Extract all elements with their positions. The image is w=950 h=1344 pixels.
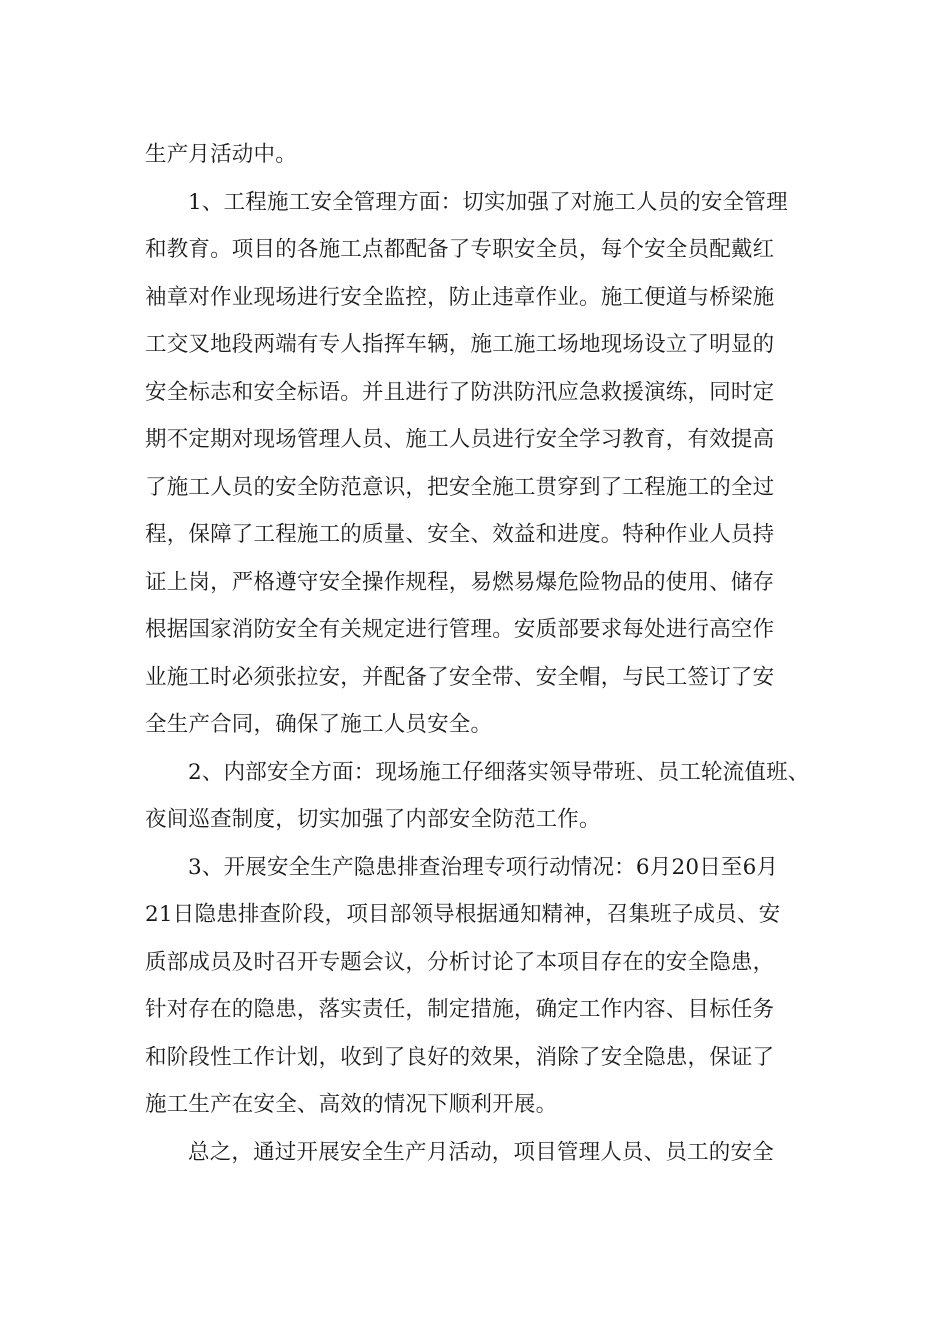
text-line: 夜间巡查制度，切实加强了内部安全防范工作。 (145, 807, 601, 832)
text-line: 质部成员及时召开专题会议，分析讨论了本项目存在的安全隐患， (145, 949, 775, 975)
text-line: 21日隐患排查阶段，项目部领导根据通知精神，召集班子成员、安 (145, 902, 781, 927)
text-line: 根据国家消防安全有关规定进行管理。安质部要求每处进行高空作 (145, 617, 775, 642)
text-line: 工交叉地段两端有专人指挥车辆，施工施工场地现场设立了明显的 (145, 332, 775, 357)
text-line: 程，保障了工程施工的质量、安全、效益和进度。特种作业人员持 (145, 522, 775, 547)
text-line: 生产月活动中。 (145, 142, 297, 167)
text-line: 和阶段性工作计划，收到了良好的效果，消除了安全隐患，保证了 (145, 1044, 775, 1070)
document-body (145, 131, 810, 1176)
text-line: 和教育。项目的各施工点都配备了专职安全员，每个安全员配戴红 (145, 237, 775, 262)
text-line: 期不定期对现场管理人员、施工人员进行安全学习教育，有效提高 (145, 427, 775, 452)
text-line: 安全标志和安全标语。并且进行了防洪防汛应急救援演练，同时定 (145, 379, 775, 405)
text-line: 全生产合同，确保了施工人员安全。 (145, 712, 493, 737)
text-line: 针对存在的隐患，落实责任，制定措施，确定工作内容、目标任务 (145, 997, 775, 1022)
text-line: 证上岗，严格遵守安全操作规程，易燃易爆危险物品的使用、储存 (145, 569, 775, 595)
paragraph-3-start: 3、开展安全生产隐患排查治理专项行动情况：6月20日至6月 (188, 854, 779, 880)
paragraph-1-start: 1、工程施工安全管理方面：切实加强了对施工人员的安全管理 (188, 189, 788, 215)
text-line: 袖章对作业现场进行安全监控，防止违章作业。施工便道与桥梁施 (145, 284, 775, 310)
text-line: 了施工人员的安全防范意识，把安全施工贯穿到了工程施工的全过 (145, 474, 775, 500)
paragraph-2-start: 2、内部安全方面：现场施工仔细落实领导带班、员工轮流值班、 (188, 759, 810, 785)
text-line: 施工生产在安全、高效的情况下顺利开展。 (145, 1092, 558, 1117)
paragraph-4-start: 总之，通过开展安全生产月活动，项目管理人员、员工的安全 (188, 1139, 774, 1165)
text-line: 业施工时必须张拉安，并配备了安全带、安全帽，与民工签订了安 (145, 664, 775, 690)
